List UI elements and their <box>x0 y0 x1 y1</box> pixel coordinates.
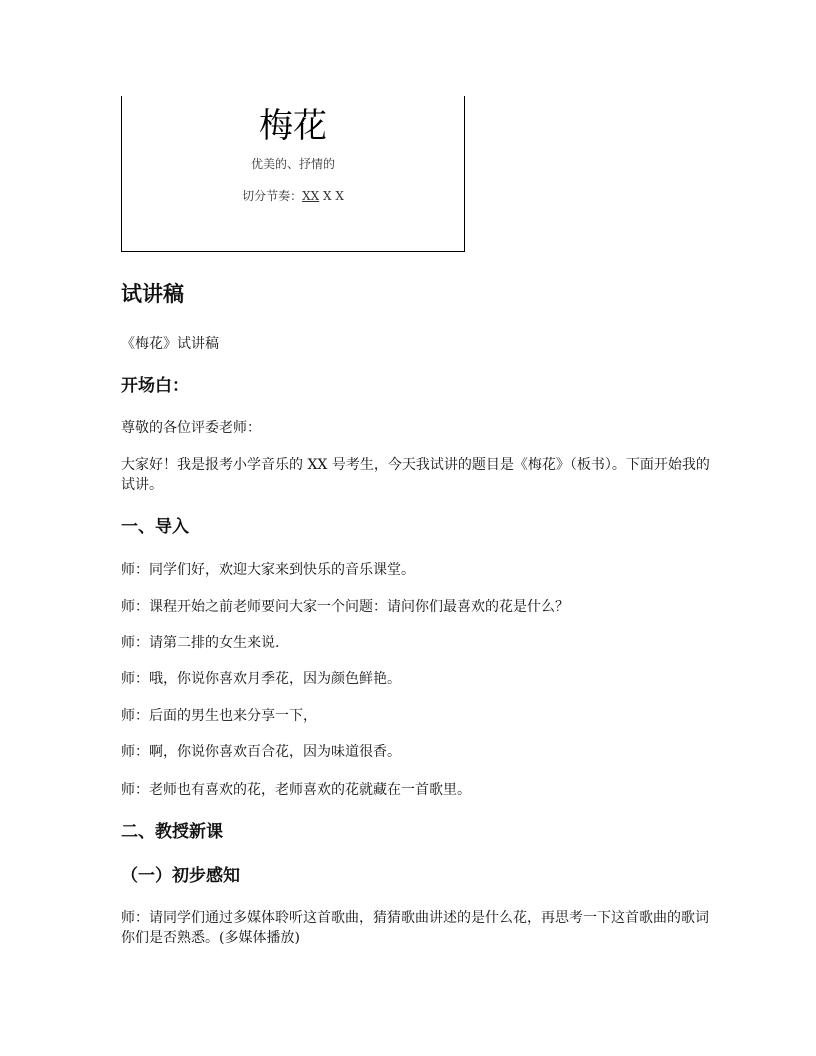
opening-intro-paragraph: 大家好！我是报考小学音乐的 XX 号考生，今天我试讲的题目是《梅花》（板书）。下面开始我的试讲。 <box>121 457 710 493</box>
dialogue-line: 师：后面的男生也来分享一下， <box>121 708 317 724</box>
board-rhythm-label: 切分节奏： <box>242 189 303 203</box>
blackboard-design-box <box>121 96 465 252</box>
board-rhythm-text <box>122 188 464 204</box>
lesson-paragraph: 师：请同学们通过多媒体聆听这首歌曲，猜猜歌曲讲述的是什么花，再思考一下这首歌曲的歌词你们是否熟悉。(多媒体播放) <box>121 910 709 946</box>
dialogue-line: 师：同学们好，欢迎大家来到快乐的音乐课堂。 <box>121 562 415 578</box>
dialogue-line: 师：啊，你说你喜欢百合花，因为味道很香。 <box>121 744 401 760</box>
section-intro-heading: 一、导入 <box>121 517 189 537</box>
opening-heading: 开场白： <box>121 376 189 396</box>
board-emotion-text: 优美的、抒情的 <box>250 157 335 171</box>
board-rhythm-rest: X X <box>319 189 344 203</box>
board-rhythm-underlined: XX <box>302 189 320 203</box>
dialogue-line: 师：哦，你说你喜欢月季花，因为颜色鲜艳。 <box>121 671 401 687</box>
main-heading: 试讲稿 <box>121 282 184 306</box>
dialogue-line: 师：老师也有喜欢的花，老师喜欢的花就藏在一首歌里。 <box>121 782 471 798</box>
dialogue-line: 师：请第二排的女生来说. <box>121 635 280 651</box>
section-new-lesson-heading: 二、教授新课 <box>121 822 223 842</box>
dialogue-line: 师：课程开始之前老师要问大家一个问题：请问你们最喜欢的花是什么？ <box>121 599 569 615</box>
document-subtitle: 《梅花》试讲稿 <box>121 336 219 352</box>
sub-section-heading: （一）初步感知 <box>121 866 240 886</box>
opening-greeting: 尊敬的各位评委老师： <box>121 420 261 436</box>
board-title: 梅花 <box>259 106 327 146</box>
